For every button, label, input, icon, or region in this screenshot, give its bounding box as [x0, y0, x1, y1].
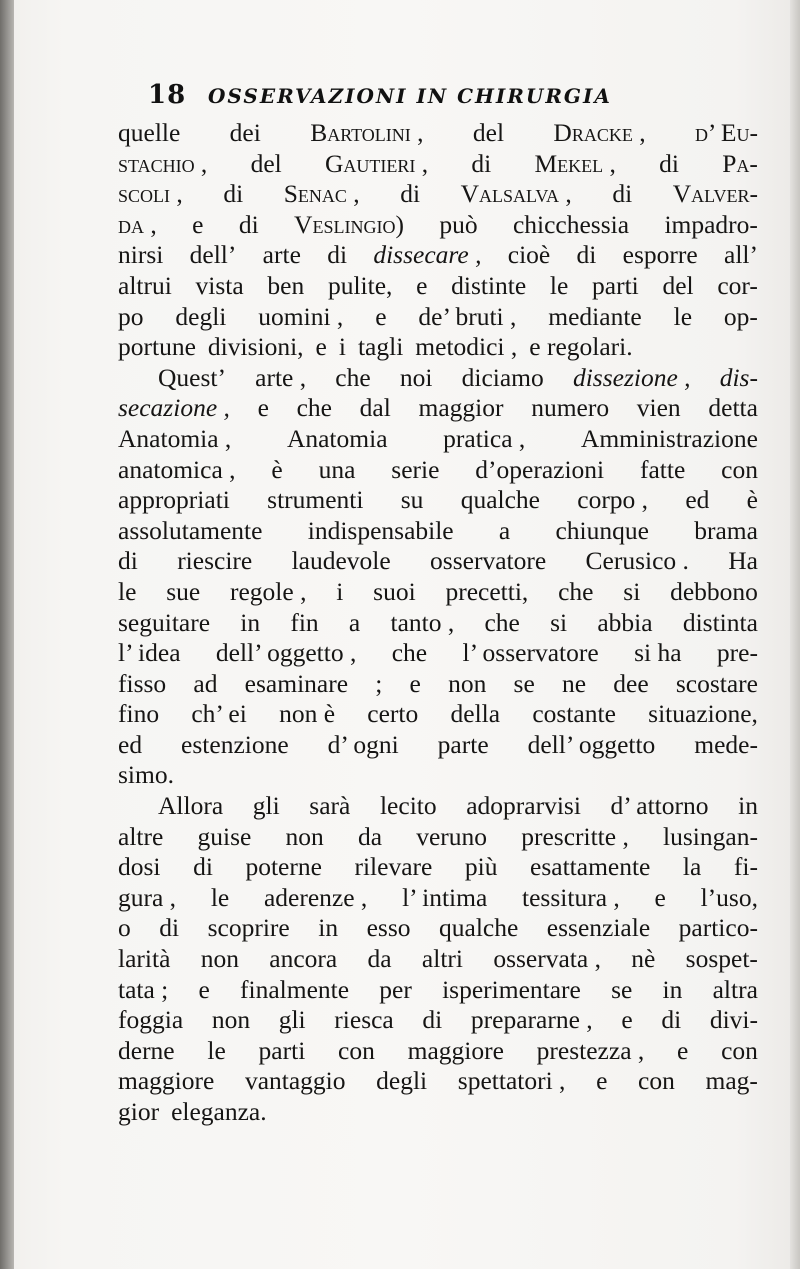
word: l’ osservatore	[462, 638, 599, 668]
word: di	[661, 1005, 682, 1035]
text-line	[118, 699, 758, 730]
word: di	[422, 1005, 443, 1035]
word: che	[296, 393, 332, 423]
word: e	[192, 209, 204, 239]
word: a	[348, 607, 361, 637]
word: di	[400, 179, 421, 209]
word: divi-	[709, 1005, 758, 1035]
text-line	[118, 118, 758, 149]
word: di	[327, 240, 348, 270]
word: debbono	[670, 576, 758, 606]
word: Senac ,	[283, 179, 360, 209]
word: in	[240, 607, 261, 637]
word: Quest’	[158, 362, 226, 392]
word: eleganza.	[171, 1097, 267, 1126]
word: larità	[118, 944, 171, 974]
word: corpo ,	[577, 485, 649, 515]
word: vien	[636, 393, 681, 423]
word: una	[318, 454, 356, 484]
word: i	[338, 332, 346, 362]
word: gura ,	[118, 882, 177, 912]
word: appropriati	[118, 485, 230, 515]
word: spettatori ,	[457, 1066, 566, 1096]
word: Anatomia ,	[118, 423, 232, 453]
word: Allora	[158, 791, 224, 821]
word: stachio ,	[118, 148, 208, 178]
word: si ha	[634, 638, 682, 668]
word: lecito	[379, 791, 437, 821]
word: le	[673, 301, 693, 331]
word: e regolari.	[529, 332, 633, 362]
text-line	[118, 1066, 758, 1097]
word: tagli	[357, 332, 404, 362]
text-line	[118, 669, 758, 700]
binding-gutter	[0, 0, 14, 1269]
word: l’uso,	[700, 882, 758, 912]
text-line	[118, 1097, 758, 1128]
word: metodici ,	[415, 332, 518, 362]
word: po	[118, 301, 144, 331]
word: è	[746, 485, 758, 515]
word: le	[207, 1035, 226, 1065]
word: vista	[195, 270, 244, 300]
word: esporre	[622, 240, 698, 270]
word: mediante	[548, 301, 642, 331]
text-line	[118, 913, 758, 944]
word: e	[198, 974, 210, 1004]
word: impadro-	[664, 209, 758, 239]
text-line	[118, 240, 758, 271]
word: da ,	[118, 209, 157, 239]
text-line	[118, 760, 758, 791]
word: Dracke ,	[553, 118, 646, 147]
word: mede-	[694, 729, 758, 759]
word: che	[484, 607, 520, 637]
word: per	[379, 974, 412, 1004]
word: parti	[592, 270, 639, 300]
word: le	[210, 882, 230, 912]
word: qualche	[460, 485, 540, 515]
word: l’ intima	[402, 882, 488, 912]
word: gior	[118, 1097, 160, 1126]
word: se	[611, 974, 633, 1004]
word: del	[250, 148, 282, 178]
word: sospet-	[685, 944, 758, 974]
word: ed	[118, 729, 143, 759]
word: dee	[613, 668, 649, 698]
word: gli	[278, 1005, 306, 1035]
word: la	[682, 852, 702, 882]
word: e	[257, 393, 269, 423]
word: Ha	[728, 546, 758, 576]
word: cioè	[507, 240, 551, 270]
word: di	[612, 179, 633, 209]
word: d’ ogni	[327, 729, 399, 759]
word: dei	[229, 118, 261, 147]
body-text	[118, 118, 758, 1128]
word: ben	[267, 270, 305, 300]
word: i	[336, 576, 344, 606]
paragraph	[118, 791, 758, 1128]
word: su	[400, 485, 424, 515]
running-title: OSSERVAZIONI IN CHIRURGIA	[208, 84, 612, 108]
word: e	[654, 882, 666, 912]
word: dissezione ,	[572, 362, 691, 392]
text-line	[118, 210, 758, 241]
running-head	[148, 76, 668, 116]
word: d’ attorno	[610, 791, 709, 821]
word: poterne	[245, 852, 322, 882]
word: indispensabile	[307, 515, 454, 545]
word: Bartolini ,	[310, 118, 424, 147]
text-line	[118, 1005, 758, 1036]
word: riescire	[177, 546, 253, 576]
word: portune	[118, 332, 196, 362]
word: precetti,	[445, 576, 529, 606]
word: situazione,	[648, 699, 758, 729]
paragraph	[118, 118, 758, 363]
word: lusingan-	[663, 821, 758, 851]
page-edge	[790, 0, 800, 1269]
word: tata ;	[118, 974, 169, 1004]
word: fino	[118, 699, 160, 729]
word: maggiore	[407, 1035, 504, 1065]
word: da	[357, 821, 383, 851]
word: fatte	[639, 454, 686, 484]
word: in	[318, 913, 339, 943]
word: uomini ,	[258, 301, 344, 331]
word: si	[550, 607, 568, 637]
word: altra	[712, 974, 758, 1004]
word: osservata ,	[493, 944, 601, 974]
word: chicchessia	[512, 209, 630, 239]
word: Veslingio)	[294, 209, 404, 239]
word: di	[193, 852, 213, 882]
word: foggia	[118, 1005, 184, 1035]
word: maggiore	[118, 1066, 215, 1096]
word: maggior	[418, 393, 504, 423]
word: altri	[421, 944, 463, 974]
word: se	[513, 668, 535, 698]
text-line	[118, 455, 758, 486]
word: pulite,	[327, 270, 393, 300]
text-line	[118, 730, 758, 761]
word: aderenze ,	[263, 882, 368, 912]
text-line	[118, 363, 758, 394]
word: mag-	[705, 1066, 758, 1096]
text-line	[118, 944, 758, 975]
word: ne	[561, 668, 587, 698]
word: dal	[359, 393, 391, 423]
text-line	[118, 271, 758, 302]
word: strumenti	[267, 485, 364, 515]
word: esso	[366, 913, 411, 943]
word: abbia	[597, 607, 653, 637]
word: è	[271, 454, 283, 484]
text-line	[118, 179, 758, 210]
text-line	[118, 822, 758, 853]
text-line	[118, 975, 758, 1006]
word: esaminare	[244, 668, 349, 698]
text-line	[118, 516, 758, 547]
word: sarà	[309, 791, 351, 821]
word: essenziale	[546, 913, 651, 943]
word: le	[549, 270, 569, 300]
word: de’ bruti ,	[418, 301, 517, 331]
word: fisso	[118, 668, 167, 698]
word: o	[118, 913, 131, 943]
text-line	[118, 393, 758, 424]
word: dissecare ,	[373, 240, 482, 270]
word: simo.	[118, 760, 174, 790]
word: scostare	[675, 668, 758, 698]
word: di	[118, 546, 138, 576]
word: nirsi	[118, 240, 164, 270]
word: che	[558, 576, 594, 606]
word: del	[662, 270, 694, 300]
word: finalmente	[240, 974, 350, 1004]
word: degli	[376, 1066, 428, 1096]
word: può	[439, 209, 478, 239]
word: serie	[391, 454, 440, 484]
word: Valver-	[672, 179, 758, 209]
word: qualche	[439, 913, 519, 943]
word: e	[315, 332, 327, 362]
text-line	[118, 883, 758, 914]
text-line	[118, 852, 758, 883]
word: fin	[290, 607, 319, 637]
word: ad	[193, 668, 218, 698]
word: riesca	[334, 1005, 394, 1035]
word: di	[238, 209, 259, 239]
word: numero	[531, 393, 610, 423]
text-line	[118, 332, 758, 363]
word: dell’	[189, 240, 237, 270]
text-line	[118, 577, 758, 608]
word: distinta	[682, 607, 758, 637]
word: op-	[723, 301, 758, 331]
word: suoi	[373, 576, 416, 606]
word: più	[464, 852, 498, 882]
word: rilevare	[354, 852, 433, 882]
word: diciamo	[461, 362, 544, 392]
word: che	[335, 362, 371, 392]
word: ed	[685, 485, 710, 515]
word: tanto ,	[390, 607, 455, 637]
word: altre	[118, 821, 164, 851]
word: con	[638, 1066, 675, 1096]
text-line	[118, 546, 758, 577]
word: che	[391, 638, 428, 668]
word: non	[211, 1005, 251, 1035]
word: a	[498, 515, 511, 545]
word: con	[721, 1035, 758, 1065]
word: e	[621, 1005, 633, 1035]
word: non	[200, 944, 239, 974]
word: arte ,	[255, 362, 307, 392]
word: partico-	[678, 913, 758, 943]
word: secazione ,	[118, 393, 230, 423]
text-line	[118, 485, 758, 516]
word: ;	[375, 668, 383, 698]
word: non	[285, 821, 324, 851]
word: di	[223, 179, 244, 209]
word: arte	[262, 240, 301, 270]
word: ch’ ei	[191, 699, 247, 729]
word: con	[721, 454, 758, 484]
word: Gautieri ,	[324, 148, 429, 178]
word: tessitura ,	[522, 882, 620, 912]
word: detta	[708, 393, 758, 423]
text-line	[118, 791, 758, 822]
word: parte	[437, 729, 489, 759]
word: Pa-	[722, 148, 758, 178]
text-line	[118, 149, 758, 180]
word: distinte	[451, 270, 527, 300]
word: in	[738, 791, 758, 821]
text-line	[118, 424, 758, 455]
word: noi	[399, 362, 433, 392]
word: fi-	[733, 852, 758, 882]
word: si	[623, 576, 641, 606]
word: gli	[252, 791, 280, 821]
word: Cerusico .	[585, 546, 689, 576]
word: derne	[118, 1035, 175, 1065]
word: e	[375, 301, 387, 331]
word: e	[409, 668, 421, 698]
word: ancora	[269, 944, 338, 974]
word: non è	[279, 699, 336, 729]
word: del	[472, 118, 505, 147]
word: vantaggio	[244, 1066, 346, 1096]
word: degli	[175, 301, 227, 331]
word: osservatore	[430, 546, 547, 576]
word: seguitare	[118, 607, 211, 637]
word: certo	[367, 699, 419, 729]
word: prescritte ,	[521, 821, 629, 851]
word: prepararne ,	[470, 1005, 593, 1035]
word: laudevole	[291, 546, 391, 576]
word: adoprarvisi	[466, 791, 581, 821]
word: e	[596, 1066, 608, 1096]
word: non	[448, 668, 487, 698]
text-line	[118, 638, 758, 669]
word: chiunque	[555, 515, 649, 545]
word: parti	[258, 1035, 306, 1065]
page-number: 18	[148, 80, 187, 110]
word: nè	[631, 944, 656, 974]
word: esattamente	[530, 852, 651, 882]
word: isperimentare	[442, 974, 581, 1004]
word: l’ idea	[118, 638, 181, 668]
word: con	[338, 1035, 375, 1065]
word: costante	[532, 699, 616, 729]
word: veruno	[416, 821, 488, 851]
word: d’ Eu-	[694, 118, 758, 147]
word: quelle	[118, 118, 181, 147]
word: prestezza ,	[536, 1035, 645, 1065]
word: assolutamente	[118, 515, 263, 545]
word: Amministrazione	[580, 423, 758, 453]
word: dell’ oggetto	[527, 729, 656, 759]
word: scoli ,	[118, 179, 183, 209]
word: regole ,	[230, 576, 307, 606]
word: altrui	[118, 270, 172, 300]
text-line	[118, 608, 758, 639]
word: di	[159, 913, 180, 943]
word: brama	[694, 515, 758, 545]
word: le	[118, 576, 137, 606]
word: da	[367, 944, 392, 974]
word: dosi	[118, 852, 161, 882]
word: Valsalva ,	[460, 179, 572, 209]
word: sue	[166, 576, 201, 606]
text-line	[118, 1036, 758, 1067]
word: Mekel ,	[534, 148, 616, 178]
text-line	[118, 302, 758, 333]
word: all’	[724, 240, 758, 270]
word: e	[416, 270, 428, 300]
word: scoprire	[207, 913, 290, 943]
word: d’operazioni	[475, 454, 605, 484]
word: e	[677, 1035, 689, 1065]
word: pratica ,	[443, 423, 526, 453]
word: della	[450, 699, 501, 729]
word: di	[576, 240, 597, 270]
word: dell’ oggetto ,	[215, 638, 357, 668]
paragraph	[118, 363, 758, 791]
word: guise	[197, 821, 252, 851]
word: in	[662, 974, 683, 1004]
word: pre-	[716, 638, 758, 668]
word: di	[659, 148, 679, 178]
word: cor-	[717, 270, 758, 300]
word: divisioni,	[207, 332, 304, 362]
word: estenzione	[181, 729, 289, 759]
word: Anatomia	[286, 423, 388, 453]
word: dis-	[719, 362, 758, 392]
word: di	[471, 148, 492, 178]
word: anatomica ,	[118, 454, 236, 484]
